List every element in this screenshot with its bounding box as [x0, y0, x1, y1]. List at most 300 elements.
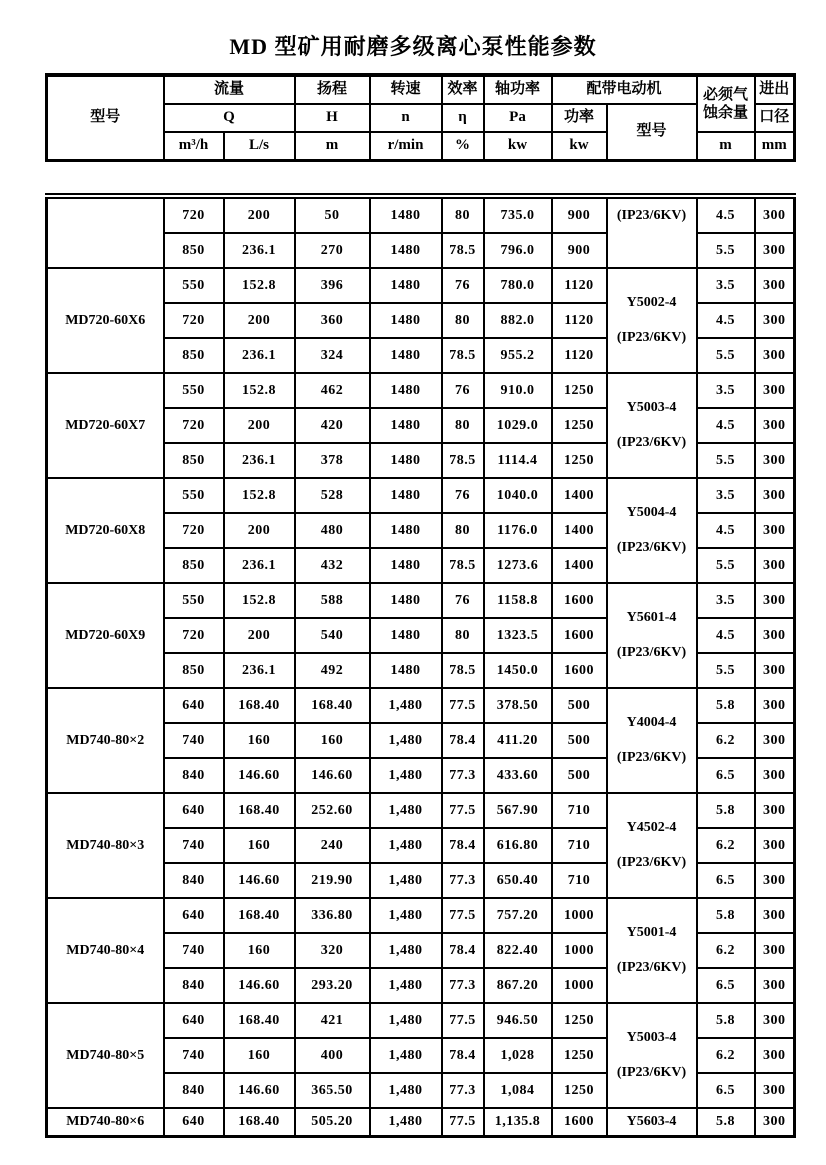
- flow-m3h-cell: 840: [164, 758, 224, 793]
- flow-m3h-cell: 720: [164, 196, 224, 233]
- npsh-cell: 5.5: [697, 548, 755, 583]
- port-diameter-cell: 300: [755, 1073, 795, 1108]
- shaft-power-cell: 1176.0: [484, 513, 552, 548]
- speed-cell: 1,480: [370, 828, 442, 863]
- head-cell: 320: [295, 933, 370, 968]
- unit-efficiency: %: [442, 132, 484, 161]
- unit-speed: r/min: [370, 132, 442, 161]
- motor-model-cell: [607, 373, 697, 478]
- flow-m3h-cell: 550: [164, 478, 224, 513]
- table-row: [47, 1108, 795, 1137]
- shaft-power-cell: 822.40: [484, 933, 552, 968]
- motor-power-cell: 900: [552, 196, 607, 233]
- head-cell: 324: [295, 338, 370, 373]
- motor-power-cell: 1000: [552, 933, 607, 968]
- unit-head: m: [295, 132, 370, 161]
- npsh-cell: 4.5: [697, 303, 755, 338]
- motor-model-line: Y5001-4: [626, 924, 677, 940]
- head-cell: 270: [295, 233, 370, 268]
- flow-m3h-cell: 550: [164, 583, 224, 618]
- motor-power-cell: 1600: [552, 618, 607, 653]
- speed-cell: 1,480: [370, 1108, 442, 1137]
- header-row-1: [47, 75, 795, 104]
- speed-cell: 1480: [370, 303, 442, 338]
- motor-power-cell: 500: [552, 758, 607, 793]
- pump-table-body-table: [45, 193, 796, 1138]
- flow-ls-cell: 146.60: [224, 1073, 295, 1108]
- efficiency-cell: 80: [442, 513, 484, 548]
- motor-model-cell: [607, 898, 697, 1003]
- npsh-cell: 6.2: [697, 1038, 755, 1073]
- port-diameter-cell: 300: [755, 1003, 795, 1038]
- head-cell: 400: [295, 1038, 370, 1073]
- npsh-cell: 4.5: [697, 513, 755, 548]
- efficiency-cell: 78.5: [442, 548, 484, 583]
- motor-model-cell: [607, 268, 697, 373]
- head-cell: 420: [295, 408, 370, 443]
- motor-model-cell: [607, 793, 697, 898]
- motor-power-cell: 1250: [552, 1003, 607, 1038]
- npsh-cell: 5.8: [697, 688, 755, 723]
- shaft-power-cell: 882.0: [484, 303, 552, 338]
- shaft-power-cell: 1114.4: [484, 443, 552, 478]
- motor-power-cell: 1250: [552, 1038, 607, 1073]
- col-header-efficiency: 效率: [442, 75, 484, 104]
- port-diameter-cell: 300: [755, 443, 795, 478]
- speed-cell: 1480: [370, 478, 442, 513]
- efficiency-cell: 78.5: [442, 443, 484, 478]
- port-diameter-cell: 300: [755, 723, 795, 758]
- npsh-cell: 5.5: [697, 443, 755, 478]
- motor-model-line: (IP23/6KV): [616, 434, 687, 450]
- head-cell: 421: [295, 1003, 370, 1038]
- table-row: [47, 793, 795, 828]
- col-header-port-line-2: 口径: [755, 104, 795, 132]
- flow-ls-cell: 160: [224, 828, 295, 863]
- speed-cell: 1,480: [370, 758, 442, 793]
- shaft-power-cell: 1273.6: [484, 548, 552, 583]
- flow-ls-cell: 168.40: [224, 898, 295, 933]
- shaft-power-cell: 616.80: [484, 828, 552, 863]
- speed-cell: 1,480: [370, 863, 442, 898]
- speed-cell: 1480: [370, 618, 442, 653]
- motor-model-cell: [607, 196, 697, 268]
- motor-power-cell: 1120: [552, 338, 607, 373]
- port-diameter-cell: 300: [755, 268, 795, 303]
- unit-motor-power: kw: [552, 132, 607, 161]
- speed-cell: 1480: [370, 443, 442, 478]
- motor-power-cell: 1250: [552, 373, 607, 408]
- flow-ls-cell: 236.1: [224, 233, 295, 268]
- efficiency-cell: 78.4: [442, 933, 484, 968]
- port-diameter-cell: 300: [755, 758, 795, 793]
- motor-model-line: Y5002-4: [626, 294, 677, 310]
- shaft-power-cell: 1040.0: [484, 478, 552, 513]
- table-row: [47, 583, 795, 618]
- col-header-motor-power: 功率: [552, 104, 607, 132]
- col-header-flow: 流量: [164, 75, 295, 104]
- motor-model-line: (IP23/6KV): [616, 329, 687, 345]
- motor-power-cell: 900: [552, 233, 607, 268]
- pump-model-cell: MD740-80×5: [47, 1003, 164, 1108]
- head-cell: 146.60: [295, 758, 370, 793]
- head-cell: 480: [295, 513, 370, 548]
- flow-m3h-cell: 840: [164, 1073, 224, 1108]
- shaft-power-cell: 1323.5: [484, 618, 552, 653]
- shaft-power-cell: 757.20: [484, 898, 552, 933]
- speed-cell: 1480: [370, 513, 442, 548]
- pump-table-body: [47, 196, 795, 1137]
- flow-ls-cell: 200: [224, 303, 295, 338]
- head-cell: 336.80: [295, 898, 370, 933]
- table-row: [47, 478, 795, 513]
- motor-model-line: (IP23/6KV): [616, 644, 687, 660]
- motor-model-line: Y5603-4: [626, 1113, 677, 1129]
- efficiency-cell: 77.5: [442, 1108, 484, 1137]
- shaft-power-cell: 1,084: [484, 1073, 552, 1108]
- npsh-label-line-1: 必须气: [702, 87, 748, 103]
- motor-power-cell: 1250: [552, 443, 607, 478]
- npsh-cell: 4.5: [697, 618, 755, 653]
- flow-ls-cell: 160: [224, 723, 295, 758]
- efficiency-cell: 77.5: [442, 688, 484, 723]
- npsh-cell: 4.5: [697, 196, 755, 233]
- npsh-cell: 5.8: [697, 898, 755, 933]
- motor-power-cell: 1120: [552, 268, 607, 303]
- col-header-motor-model: 型号: [607, 104, 697, 161]
- motor-model-line: Y4004-4: [626, 714, 677, 730]
- port-diameter-cell: 300: [755, 898, 795, 933]
- col-header-efficiency-symbol: η: [442, 104, 484, 132]
- motor-power-cell: 710: [552, 828, 607, 863]
- unit-flow-ls: L/s: [224, 132, 295, 161]
- port-diameter-cell: 300: [755, 478, 795, 513]
- motor-model-cell: [607, 1003, 697, 1108]
- npsh-cell: 3.5: [697, 373, 755, 408]
- col-header-port-line-1: 进出: [755, 75, 795, 104]
- motor-power-cell: 1120: [552, 303, 607, 338]
- port-diameter-cell: 300: [755, 513, 795, 548]
- table-row: [47, 688, 795, 723]
- flow-m3h-cell: 640: [164, 1003, 224, 1038]
- shaft-power-cell: 1158.8: [484, 583, 552, 618]
- motor-power-cell: 1600: [552, 653, 607, 688]
- efficiency-cell: 77.5: [442, 1003, 484, 1038]
- efficiency-cell: 77.5: [442, 898, 484, 933]
- npsh-cell: 5.8: [697, 793, 755, 828]
- efficiency-cell: 77.3: [442, 758, 484, 793]
- port-diameter-cell: 300: [755, 233, 795, 268]
- speed-cell: 1480: [370, 548, 442, 583]
- flow-m3h-cell: 850: [164, 443, 224, 478]
- flow-m3h-cell: 720: [164, 513, 224, 548]
- efficiency-cell: 76: [442, 583, 484, 618]
- shaft-power-cell: 1029.0: [484, 408, 552, 443]
- flow-m3h-cell: 740: [164, 933, 224, 968]
- head-cell: 252.60: [295, 793, 370, 828]
- port-diameter-cell: 300: [755, 933, 795, 968]
- head-cell: 50: [295, 196, 370, 233]
- port-diameter-cell: 300: [755, 688, 795, 723]
- col-header-speed-symbol: n: [370, 104, 442, 132]
- flow-ls-cell: 168.40: [224, 688, 295, 723]
- head-cell: 492: [295, 653, 370, 688]
- efficiency-cell: 78.5: [442, 338, 484, 373]
- motor-model-line: (IP23/6KV): [616, 1064, 687, 1080]
- port-diameter-cell: 300: [755, 548, 795, 583]
- motor-model-line: Y5601-4: [626, 609, 677, 625]
- page-title: MD 型矿用耐磨多级离心泵性能参数: [229, 34, 597, 59]
- flow-ls-cell: 200: [224, 618, 295, 653]
- flow-m3h-cell: 850: [164, 338, 224, 373]
- head-cell: 378: [295, 443, 370, 478]
- port-diameter-cell: 300: [755, 793, 795, 828]
- npsh-cell: 6.2: [697, 828, 755, 863]
- speed-cell: 1,480: [370, 933, 442, 968]
- motor-model-line: (IP23/6KV): [616, 208, 687, 223]
- col-header-npsh: [697, 75, 755, 132]
- npsh-cell: 5.8: [697, 1108, 755, 1137]
- flow-m3h-cell: 550: [164, 268, 224, 303]
- motor-model-line: (IP23/6KV): [616, 539, 687, 555]
- efficiency-cell: 78.4: [442, 1038, 484, 1073]
- motor-model-cell: [607, 583, 697, 688]
- npsh-cell: 6.2: [697, 933, 755, 968]
- shaft-power-cell: 433.60: [484, 758, 552, 793]
- motor-power-cell: 500: [552, 688, 607, 723]
- motor-model-line: (IP23/6KV): [616, 854, 687, 870]
- head-cell: 505.20: [295, 1108, 370, 1137]
- efficiency-cell: 78.4: [442, 828, 484, 863]
- motor-power-cell: 710: [552, 793, 607, 828]
- speed-cell: 1480: [370, 373, 442, 408]
- npsh-cell: 3.5: [697, 268, 755, 303]
- head-cell: 540: [295, 618, 370, 653]
- npsh-cell: 6.5: [697, 968, 755, 1003]
- col-header-motor: 配带电动机: [552, 75, 697, 104]
- motor-model-line: Y5003-4: [626, 1029, 677, 1045]
- efficiency-cell: 78.5: [442, 653, 484, 688]
- npsh-cell: 3.5: [697, 478, 755, 513]
- npsh-cell: 5.5: [697, 653, 755, 688]
- flow-ls-cell: 200: [224, 196, 295, 233]
- flow-ls-cell: 236.1: [224, 548, 295, 583]
- motor-power-cell: 1400: [552, 548, 607, 583]
- shaft-power-cell: 411.20: [484, 723, 552, 758]
- speed-cell: 1,480: [370, 968, 442, 1003]
- npsh-cell: 6.5: [697, 1073, 755, 1108]
- efficiency-cell: 77.5: [442, 793, 484, 828]
- port-diameter-cell: 300: [755, 968, 795, 1003]
- motor-model-line: Y5004-4: [626, 504, 677, 520]
- motor-model-cell: [607, 478, 697, 583]
- port-diameter-cell: 300: [755, 373, 795, 408]
- pump-model-cell: MD720-60X6: [47, 268, 164, 373]
- port-diameter-cell: 300: [755, 653, 795, 688]
- speed-cell: 1,480: [370, 688, 442, 723]
- efficiency-cell: 78.5: [442, 233, 484, 268]
- efficiency-cell: 77.3: [442, 1073, 484, 1108]
- pump-model-cell: MD720-60X7: [47, 373, 164, 478]
- shaft-power-cell: 955.2: [484, 338, 552, 373]
- npsh-cell: 3.5: [697, 583, 755, 618]
- head-cell: 528: [295, 478, 370, 513]
- shaft-power-cell: 867.20: [484, 968, 552, 1003]
- flow-ls-cell: 152.8: [224, 583, 295, 618]
- head-cell: 462: [295, 373, 370, 408]
- npsh-cell: 5.5: [697, 233, 755, 268]
- flow-ls-cell: 152.8: [224, 373, 295, 408]
- flow-ls-cell: 160: [224, 933, 295, 968]
- efficiency-cell: 76: [442, 268, 484, 303]
- pump-model-cell: MD740-80×6: [47, 1108, 164, 1137]
- npsh-cell: 5.8: [697, 1003, 755, 1038]
- shaft-power-cell: 780.0: [484, 268, 552, 303]
- head-cell: 293.20: [295, 968, 370, 1003]
- motor-power-cell: 1000: [552, 968, 607, 1003]
- flow-m3h-cell: 720: [164, 303, 224, 338]
- motor-model-cell: [607, 1108, 697, 1137]
- npsh-cell: 6.2: [697, 723, 755, 758]
- flow-m3h-cell: 850: [164, 653, 224, 688]
- pump-model-cell: MD740-80×2: [47, 688, 164, 793]
- motor-model-line: (IP23/6KV): [616, 749, 687, 765]
- flow-m3h-cell: 740: [164, 723, 224, 758]
- shaft-power-cell: 735.0: [484, 196, 552, 233]
- npsh-cell: 4.5: [697, 408, 755, 443]
- speed-cell: 1,480: [370, 1038, 442, 1073]
- motor-model-line: (IP23/6KV): [616, 959, 687, 975]
- flow-ls-cell: 160: [224, 1038, 295, 1073]
- col-header-flow-symbol: Q: [164, 104, 295, 132]
- flow-m3h-cell: 740: [164, 828, 224, 863]
- speed-cell: 1480: [370, 196, 442, 233]
- motor-model-line: Y4502-4: [626, 819, 677, 835]
- speed-cell: 1480: [370, 268, 442, 303]
- speed-cell: 1,480: [370, 793, 442, 828]
- flow-m3h-cell: 550: [164, 373, 224, 408]
- pump-model-cell: MD720-60X8: [47, 478, 164, 583]
- port-diameter-cell: 300: [755, 196, 795, 233]
- pump-model-cell: MD720-60X9: [47, 583, 164, 688]
- flow-ls-cell: 200: [224, 513, 295, 548]
- port-diameter-cell: 300: [755, 583, 795, 618]
- pump-model-cell: MD740-80×3: [47, 793, 164, 898]
- flow-m3h-cell: 640: [164, 1108, 224, 1137]
- flow-m3h-cell: 640: [164, 898, 224, 933]
- unit-port: mm: [755, 132, 795, 161]
- shaft-power-cell: 378.50: [484, 688, 552, 723]
- efficiency-cell: 80: [442, 196, 484, 233]
- npsh-label-line-2: 蚀余量: [702, 105, 748, 121]
- port-diameter-cell: 300: [755, 828, 795, 863]
- flow-ls-cell: 146.60: [224, 758, 295, 793]
- col-header-shaft-power: 轴功率: [484, 75, 552, 104]
- port-diameter-cell: 300: [755, 1108, 795, 1137]
- speed-cell: 1,480: [370, 898, 442, 933]
- head-cell: 360: [295, 303, 370, 338]
- speed-cell: 1480: [370, 233, 442, 268]
- speed-cell: 1480: [370, 338, 442, 373]
- speed-cell: 1480: [370, 408, 442, 443]
- head-cell: 588: [295, 583, 370, 618]
- flow-m3h-cell: 720: [164, 618, 224, 653]
- motor-power-cell: 1000: [552, 898, 607, 933]
- flow-ls-cell: 236.1: [224, 653, 295, 688]
- motor-model-cell: [607, 688, 697, 793]
- motor-power-cell: 1250: [552, 408, 607, 443]
- efficiency-cell: 78.4: [442, 723, 484, 758]
- flow-m3h-cell: 850: [164, 548, 224, 583]
- speed-cell: 1480: [370, 583, 442, 618]
- flow-m3h-cell: 640: [164, 688, 224, 723]
- shaft-power-cell: 567.90: [484, 793, 552, 828]
- shaft-power-cell: 650.40: [484, 863, 552, 898]
- flow-ls-cell: 146.60: [224, 968, 295, 1003]
- efficiency-cell: 77.3: [442, 968, 484, 1003]
- flow-ls-cell: 146.60: [224, 863, 295, 898]
- speed-cell: 1480: [370, 653, 442, 688]
- unit-shaft-power: kw: [484, 132, 552, 161]
- speed-cell: 1,480: [370, 723, 442, 758]
- flow-ls-cell: 236.1: [224, 338, 295, 373]
- flow-ls-cell: 236.1: [224, 443, 295, 478]
- flow-m3h-cell: 840: [164, 863, 224, 898]
- table-row: [47, 898, 795, 933]
- port-diameter-cell: 300: [755, 1038, 795, 1073]
- speed-cell: 1,480: [370, 1003, 442, 1038]
- shaft-power-cell: 1450.0: [484, 653, 552, 688]
- motor-power-cell: 1600: [552, 1108, 607, 1137]
- flow-ls-cell: 168.40: [224, 793, 295, 828]
- head-cell: 160: [295, 723, 370, 758]
- head-cell: 219.90: [295, 863, 370, 898]
- efficiency-cell: 77.3: [442, 863, 484, 898]
- flow-ls-cell: 200: [224, 408, 295, 443]
- npsh-cell: 5.5: [697, 338, 755, 373]
- shaft-power-cell: 1,135.8: [484, 1108, 552, 1137]
- head-cell: 168.40: [295, 688, 370, 723]
- shaft-power-cell: 1,028: [484, 1038, 552, 1073]
- motor-power-cell: 710: [552, 863, 607, 898]
- flow-m3h-cell: 740: [164, 1038, 224, 1073]
- speed-cell: 1,480: [370, 1073, 442, 1108]
- unit-npsh: m: [697, 132, 755, 161]
- table-row: [47, 196, 795, 233]
- efficiency-cell: 80: [442, 618, 484, 653]
- col-header-head-symbol: H: [295, 104, 370, 132]
- shaft-power-cell: 946.50: [484, 1003, 552, 1038]
- head-cell: 365.50: [295, 1073, 370, 1108]
- table-row: [47, 1003, 795, 1038]
- port-diameter-cell: 300: [755, 863, 795, 898]
- npsh-cell: 6.5: [697, 863, 755, 898]
- table-row: [47, 268, 795, 303]
- efficiency-cell: 76: [442, 373, 484, 408]
- head-cell: 396: [295, 268, 370, 303]
- table-row: [47, 373, 795, 408]
- unit-flow-m3h: m³/h: [164, 132, 224, 161]
- flow-ls-cell: 168.40: [224, 1108, 295, 1137]
- flow-ls-cell: 152.8: [224, 268, 295, 303]
- shaft-power-cell: 910.0: [484, 373, 552, 408]
- motor-power-cell: 1600: [552, 583, 607, 618]
- motor-power-cell: 500: [552, 723, 607, 758]
- head-cell: 240: [295, 828, 370, 863]
- col-header-model: 型号: [47, 75, 164, 161]
- col-header-head: 扬程: [295, 75, 370, 104]
- motor-power-cell: 1250: [552, 1073, 607, 1108]
